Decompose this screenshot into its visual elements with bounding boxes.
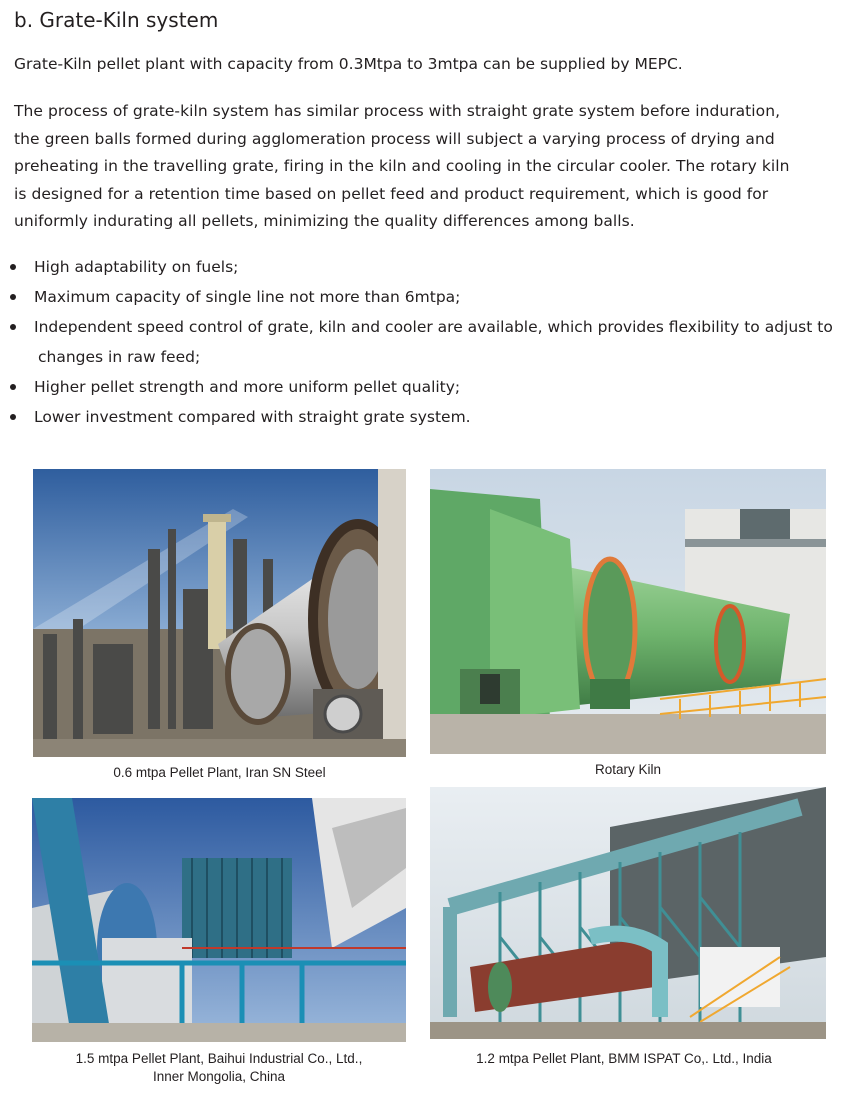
- list-item-text: Higher pellet strength and more uniform pellet quality;: [34, 378, 461, 396]
- list-item-text: Lower investment compared with straight grate system.: [34, 408, 471, 426]
- caption-line: 1.5 mtpa Pellet Plant, Baihui Industrial Co., Ltd.,: [75, 1051, 363, 1066]
- list-item-text: Maximum capacity of single line not more than 6mtpa;: [34, 288, 461, 306]
- process-paragraph: [14, 98, 834, 236]
- paragraph-line: is designed for a retention time based on pellet feed and product requirement, which is good for: [14, 184, 769, 203]
- bullet-icon: [10, 294, 16, 300]
- paragraph-line: preheating in the travelling grate, firing in the kiln and cooling in the circular cooler. The rotary kiln: [14, 157, 790, 175]
- list-item: [0, 372, 844, 402]
- caption-line: 0.6 mtpa Pellet Plant, Iran SN Steel: [113, 765, 326, 780]
- feature-list: [0, 252, 844, 432]
- list-item-text-continued: changes in raw feed;: [38, 348, 201, 366]
- list-item-text: High adaptability on fuels;: [34, 258, 239, 276]
- bullet-icon: [10, 384, 16, 390]
- bullet-icon: [10, 414, 16, 420]
- photo-rotary-kiln: [430, 469, 826, 754]
- plant-photo-illustration: [430, 787, 826, 1039]
- plant-photo-illustration: [33, 469, 406, 757]
- section-heading: b. Grate-Kiln system: [14, 8, 219, 32]
- list-item: [0, 402, 844, 432]
- plant-photo-illustration: [32, 798, 406, 1042]
- photo-iran-sn-steel: [33, 469, 406, 757]
- list-item: [0, 252, 844, 282]
- caption-line: 1.2 mtpa Pellet Plant, BMM ISPAT Co,. Ltd., India: [476, 1051, 772, 1066]
- plant-photo-illustration: [430, 469, 826, 754]
- intro-text: Grate-Kiln pellet plant with capacity from 0.3Mtpa to 3mtpa can be supplied by MEPC.: [14, 55, 683, 73]
- list-item: [0, 282, 844, 312]
- photo-caption: [33, 764, 406, 782]
- paragraph-line: The process of grate-kiln system has similar process with straight grate system before induration,: [14, 102, 781, 120]
- caption-line: Rotary Kiln: [594, 762, 662, 777]
- photo-bmm-ispat-plant: [430, 787, 826, 1039]
- list-item: [0, 312, 844, 372]
- photo-baihui-plant: [32, 798, 406, 1042]
- bullet-icon: [10, 324, 16, 330]
- list-item-text: Independent speed control of grate, kiln and cooler are available, which provides flexibility to adjust to: [34, 318, 833, 336]
- photo-caption: [430, 1050, 818, 1068]
- photo-caption: [430, 761, 826, 779]
- caption-line: Inner Mongolia, China: [152, 1069, 286, 1084]
- paragraph-line: the green balls formed during agglomeration process will subject a varying process of drying and: [14, 129, 775, 148]
- photo-caption: [32, 1050, 406, 1086]
- bullet-icon: [10, 264, 16, 270]
- paragraph-line: uniformly indurating all pellets, minimizing the quality differences among balls.: [14, 212, 635, 230]
